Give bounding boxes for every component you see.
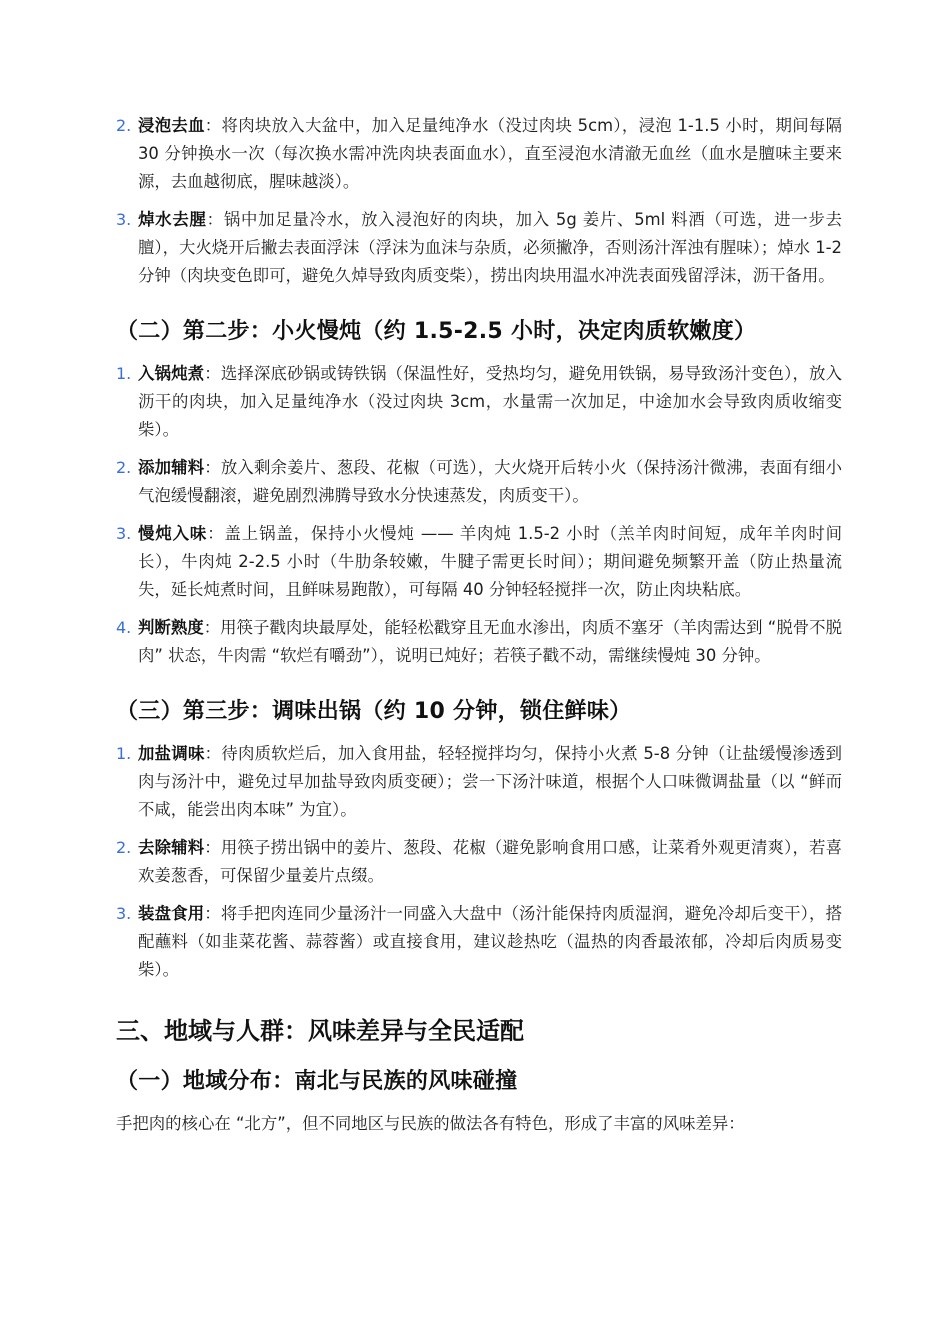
list-item — [116, 520, 842, 604]
list-item — [116, 900, 842, 984]
item-body: ：放入剩余姜片、葱段、花椒（可选），大火烧开后转小火（保持汤汁微沸，表面有细小气泡缓慢翻滚，避免剧烈沸腾导致水分快速蒸发，肉质变干）。 — [138, 458, 842, 505]
list-number: 3. — [116, 524, 132, 543]
list-item — [116, 740, 842, 824]
document-content — [116, 112, 842, 1138]
list-item — [116, 206, 842, 290]
list-number: 3. — [116, 210, 132, 229]
item-title: 判断熟度 — [138, 618, 204, 637]
list-number: 2. — [116, 458, 132, 477]
item-title: 装盘食用 — [138, 904, 205, 923]
list-stew-steps — [116, 360, 842, 670]
heading-regional-distribution: （一）地域分布：南北与民族的风味碰撞 — [116, 1069, 518, 1094]
list-number: 1. — [116, 364, 132, 383]
list-number: 3. — [116, 904, 132, 923]
list-item — [116, 614, 842, 670]
item-title: 浸泡去血 — [138, 116, 205, 135]
list-number: 2. — [116, 838, 132, 857]
list-number: 4. — [116, 618, 132, 637]
item-body: ：待肉质软烂后，加入食用盐，轻轻搅拌均匀，保持小火煮 5-8 分钟（让盐缓慢渗透到肉与汤汁中，避免过早加盐导致肉质变硬）；尝一下汤汁味道，根据个人口味微调盐量（以 “鲜而不咸，能尝出肉本味” 为宜）。 — [138, 744, 842, 819]
list-item — [116, 454, 842, 510]
list-item — [116, 112, 842, 196]
item-body: ：将手把肉连同少量汤汁一同盛入大盘中（汤汁能保持肉质湿润，避免冷却后变干），搭配蘸料（如韭菜花酱、蒜蓉酱）或直接食用，建议趁热吃（温热的肉香最浓郁，冷却后肉质易变柴）。 — [138, 904, 842, 979]
list-number: 1. — [116, 744, 132, 763]
item-title: 加盐调味 — [138, 744, 205, 763]
item-title: 慢炖入味 — [138, 524, 208, 543]
list-season-steps — [116, 740, 842, 984]
item-body: ：选择深底砂锅或铸铁锅（保温性好，受热均匀，避免用铁锅，易导致汤汁变色），放入沥干的肉块，加入足量纯净水（没过肉块 3cm，水量需一次加足，中途加水会导致肉质收缩变柴）。 — [138, 364, 842, 439]
intro-paragraph: 手把肉的核心在 “北方”，但不同地区与民族的做法各有特色，形成了丰富的风味差异： — [116, 1114, 745, 1133]
item-title: 添加辅料 — [138, 458, 205, 477]
section-three-title: 三、地域与人群：风味差异与全民适配 — [116, 1017, 524, 1045]
heading-step-three: （三）第三步：调味出锅（约 10 分钟，锁住鲜味） — [116, 699, 632, 724]
list-number: 2. — [116, 116, 132, 135]
item-body: ：用筷子戳肉块最厚处，能轻松戳穿且无血水渗出，肉质不塞牙（羊肉需达到 “脱骨不脱肉” 状态，牛肉需 “软烂有嚼劲”），说明已炖好；若筷子戳不动，需继续慢炖 30 分钟。 — [138, 618, 843, 665]
item-title: 入锅炖煮 — [138, 364, 205, 383]
item-title: 去除辅料 — [138, 838, 205, 857]
item-body: ：用筷子捞出锅中的姜片、葱段、花椒（避免影响食用口感，让菜肴外观更清爽），若喜欢姜葱香，可保留少量姜片点缀。 — [138, 838, 842, 885]
item-body: ：锅中加足量冷水，放入浸泡好的肉块，加入 5g 姜片、5ml 料酒（可选，进一步去膻），大火烧开后撇去表面浮沫（浮沫为血沫与杂质，必须撇净，否则汤汁浑浊有腥味）；焯水 1-2 分钟（肉块变色即可，避免久焯导致肉质变柴），捞出肉块用温水冲洗表面残留浮沫，沥干备用。 — [138, 210, 842, 285]
heading-step-two: （二）第二步：小火慢炖（约 1.5-2.5 小时，决定肉质软嫩度） — [116, 319, 757, 344]
list-prep-steps — [116, 112, 842, 290]
list-item — [116, 360, 842, 444]
item-title: 焯水去腥 — [138, 210, 207, 229]
item-body: ：将肉块放入大盆中，加入足量纯净水（没过肉块 5cm），浸泡 1-1.5 小时，期间每隔 30 分钟换水一次（每次换水需冲洗肉块表面血水），直至浸泡水清澈无血丝（血水是膻味主要来源，去血越彻底，腥味越淡）。 — [138, 116, 842, 191]
list-item — [116, 834, 842, 890]
item-body: ：盖上锅盖，保持小火慢炖 —— 羊肉炖 1.5-2 小时（羔羊肉时间短，成年羊肉时间长），牛肉炖 2-2.5 小时（牛肋条较嫩，牛腱子需更长时间）；期间避免频繁开盖（防止热量流失，延长炖煮时间，且鲜味易跑散），可每隔 40 分钟轻轻搅拌一次，防止肉块粘底。 — [138, 524, 843, 599]
